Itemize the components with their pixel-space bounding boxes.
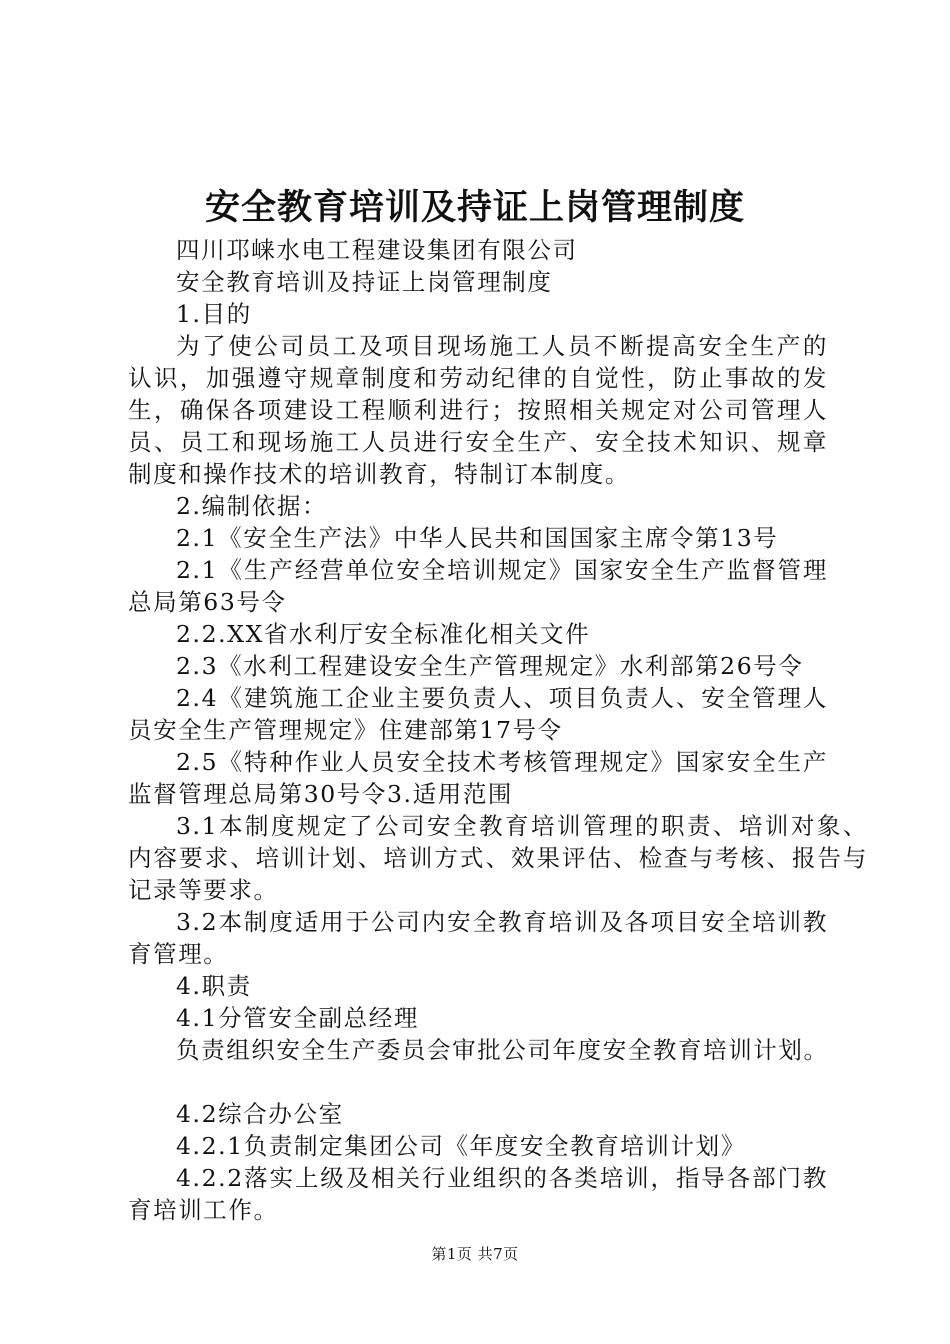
duty-item: 负责组织安全生产委员会审批公司年度安全教育培训计划。	[176, 1036, 829, 1064]
document-title: 安全教育培训及持证上岗管理制度	[204, 187, 745, 228]
company-name: 四川邛崃水电工程建设集团有限公司	[176, 236, 578, 264]
scope-item: 3.2本制度适用于公司内安全教育培训及各项目安全培训教育管理。	[128, 908, 828, 968]
duty-item: 4.2.2落实上级及相关行业组织的各类培训，指导各部门教育培训工作。	[128, 1164, 828, 1224]
duty-heading: 4.2综合办公室	[176, 1100, 344, 1128]
basis-item: 2.3《水利工程建设安全生产管理规定》水利部第26号令	[176, 652, 804, 680]
section-heading-duties: 4.职责	[176, 972, 252, 1000]
basis-item: 2.1《安全生产法》中华人民共和国国家主席令第13号	[176, 524, 779, 552]
duty-heading: 4.1分管安全副总经理	[176, 1004, 419, 1032]
section-heading-purpose: 1.目的	[176, 300, 252, 328]
scope-item: 3.1本制度规定了公司安全教育培训管理的职责、培训对象、内容要求、培训计划、培训方式、效果评估、检查与考核、报告与记录等要求。	[128, 812, 868, 904]
basis-item: 2.2.XX省水利厅安全标准化相关文件	[176, 620, 591, 648]
document-body	[128, 234, 868, 1226]
basis-item: 2.1《生产经营单位安全培训规定》国家安全生产监督管理总局第63号令	[128, 556, 828, 616]
blank-line	[128, 1066, 828, 1098]
duty-item: 4.2.1负责制定集团公司《年度安全教育培训计划》	[176, 1132, 746, 1160]
basis-item: 2.5《特种作业人员安全技术考核管理规定》国家安全生产监督管理总局第30号令3.适用范围	[128, 748, 828, 808]
subtitle: 安全教育培训及持证上岗管理制度	[176, 268, 553, 296]
basis-item: 2.4《建筑施工企业主要负责人、项目负责人、安全管理人员安全生产管理规定》住建部第17号令	[128, 684, 828, 744]
section-heading-basis: 2.编制依据：	[176, 492, 328, 520]
page-footer: 第1页 共7页	[431, 1245, 519, 1263]
paragraph-purpose: 为了使公司员工及项目现场施工人员不断提高安全生产的认识，加强遵守规章制度和劳动纪律的自觉性，防止事故的发生，确保各项建设工程顺利进行；按照相关规定对公司管理人员、员工和现场施工人员进行安全生产、安全技术知识、规章制度和操作技术的培训教育，特制订本制度。	[128, 332, 828, 488]
